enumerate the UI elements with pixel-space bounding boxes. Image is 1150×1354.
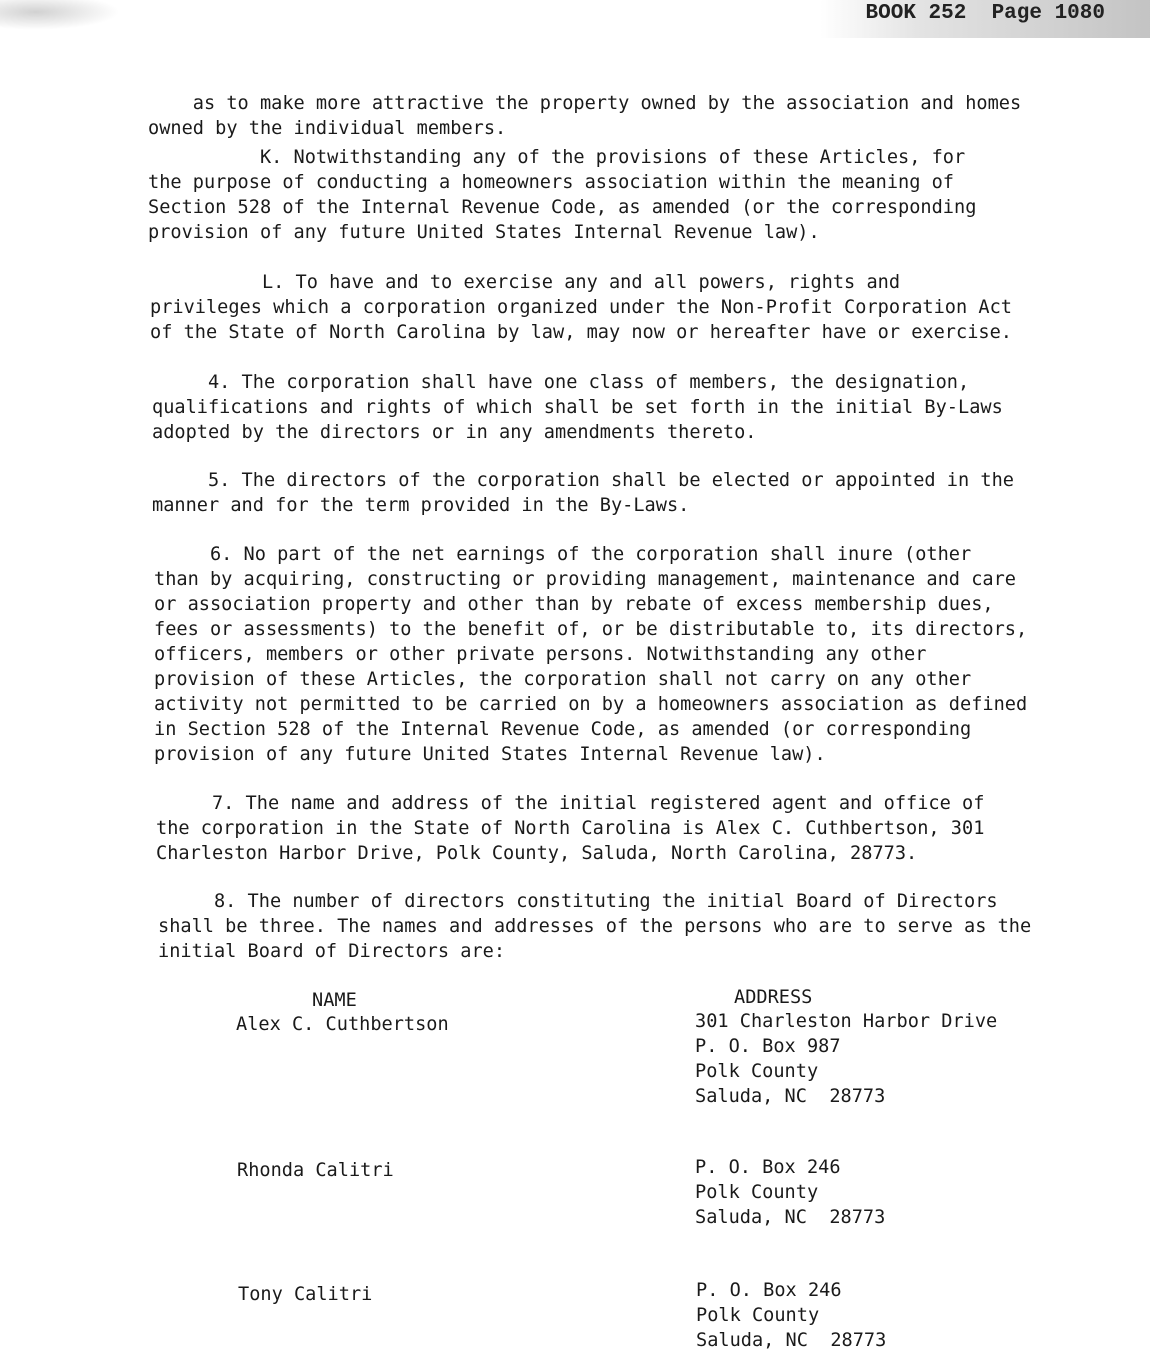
- paragraph-line: 6. No part of the net earnings of the corporation shall inure (other: [154, 544, 972, 565]
- paragraph-item-k: [148, 145, 976, 245]
- address-column-header: ADDRESS: [734, 987, 813, 1008]
- paragraph-article-4: [152, 370, 1003, 445]
- book-page-label: BOOK 252 Page 1080: [865, 2, 1105, 25]
- paragraph-article-7: [156, 791, 984, 866]
- director-address: P. O. Box 246 Polk County Saluda, NC 28773: [695, 1157, 886, 1228]
- director-address: 301 Charleston Harbor Drive P. O. Box 987 Polk County Saluda, NC 28773: [695, 1011, 998, 1107]
- paragraph-line: provision of these Articles, the corporation shall not carry on any other: [154, 669, 972, 690]
- paragraph-line: in Section 528 of the Internal Revenue Code, as amended (or corresponding: [154, 719, 972, 740]
- paragraph-line: officers, members or other private persons. Notwithstanding any other: [154, 644, 927, 665]
- paragraph-line: activity not permitted to be carried on by a homeowners association as defined: [154, 694, 1028, 715]
- paragraph-line: 5. The directors of the corporation shall be elected or appointed in the: [152, 470, 1014, 491]
- book-page-header: [820, 0, 1150, 38]
- paragraph-line: Section 528 of the Internal Revenue Code, as amended (or the corresponding: [148, 197, 977, 218]
- paragraph-line: as to make more attractive the property owned by the association and homes: [192, 93, 1022, 114]
- paragraph-line: Charleston Harbor Drive, Polk County, Saluda, North Carolina, 28773.: [156, 843, 918, 864]
- paragraph-line: the purpose of conducting a homeowners association within the meaning of: [148, 172, 954, 193]
- director-address: P. O. Box 246 Polk County Saluda, NC 28773: [696, 1280, 887, 1351]
- paragraph-line: K. Notwithstanding any of the provisions of these Articles, for: [148, 147, 966, 168]
- paragraph-line: L. To have and to exercise any and all powers, rights and: [150, 272, 901, 293]
- director-name: Alex C. Cuthbertson: [236, 1014, 449, 1035]
- paragraph-article-8: [158, 889, 1031, 964]
- paragraph-line: 4. The corporation shall have one class of members, the designation,: [152, 372, 970, 393]
- paragraph-line: initial Board of Directors are:: [158, 941, 506, 962]
- paragraph-line: owned by the individual members.: [148, 118, 507, 139]
- director-name: Tony Calitri: [238, 1284, 373, 1305]
- paragraph-line: privileges which a corporation organized under the Non-Profit Corporation Act: [150, 297, 1012, 318]
- paragraph-line: manner and for the term provided in the By-Laws.: [152, 495, 690, 516]
- paragraph-line: adopted by the directors or in any amendments thereto.: [152, 422, 757, 443]
- paragraph-line: 8. The number of directors constituting the initial Board of Directors: [158, 891, 998, 912]
- director-name: Rhonda Calitri: [237, 1160, 394, 1181]
- name-column-header: NAME: [312, 990, 357, 1011]
- paragraph-line: provision of any future United States Internal Revenue law).: [148, 222, 820, 243]
- paragraph-article-6: [154, 542, 1027, 767]
- paragraph-item-l: [150, 270, 1012, 345]
- paragraph-line: shall be three. The names and addresses of the persons who are to serve as the: [158, 916, 1032, 937]
- paragraph-line: of the State of North Carolina by law, may now or hereafter have or exercise.: [150, 322, 1012, 343]
- paragraph-line: fees or assessments) to the benefit of, or be distributable to, its directors,: [154, 619, 1028, 640]
- paragraph-line: than by acquiring, constructing or providing management, maintenance and care: [154, 569, 1016, 590]
- paragraph-line: 7. The name and address of the initial registered agent and office of: [156, 793, 985, 814]
- paragraph-article-5: [152, 468, 1014, 518]
- paragraph-line: provision of any future United States Internal Revenue law).: [154, 744, 826, 765]
- paragraph-continuation: [148, 66, 1021, 141]
- paragraph-line: or association property and other than by rebate of excess membership dues,: [154, 594, 994, 615]
- paragraph-line: qualifications and rights of which shall be set forth in the initial By-Laws: [152, 397, 1003, 418]
- paragraph-line: the corporation in the State of North Carolina is Alex C. Cuthbertson, 301: [156, 818, 985, 839]
- scan-smudge: [0, 0, 120, 30]
